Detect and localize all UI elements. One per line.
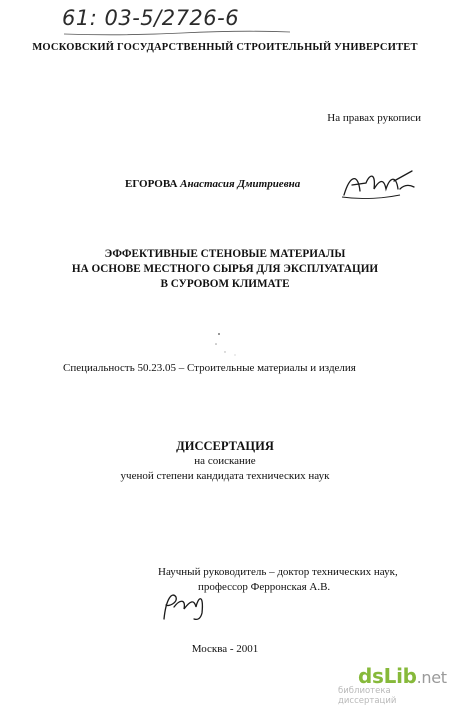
watermark-logo (358, 664, 450, 688)
rights-note: На правах рукописи (327, 112, 421, 124)
author-name (125, 178, 300, 190)
archive-number-underline (62, 6, 292, 42)
dissertation-title (0, 247, 450, 292)
dissertation-for: на соискание (194, 455, 256, 467)
watermark-subtitle: библиотека диссертаций (338, 686, 397, 706)
title-line-1: ЭФФЕКТИВНЫЕ СТЕНОВЫЕ МАТЕРИАЛЫ (104, 248, 346, 260)
dissertation-degree: ученой степени кандидата технических наук (120, 470, 330, 482)
archive-number (62, 6, 292, 40)
title-line-3: В СУРОВОМ КЛИМАТЕ (160, 278, 290, 290)
scan-specks (213, 330, 243, 360)
specialty: Специальность 50.23.05 – Строительные материалы и изделия (63, 362, 356, 374)
university-name: МОСКОВСКИЙ ГОСУДАРСТВЕННЫЙ СТРОИТЕЛЬНЫЙ УНИВЕРСИТЕТ (32, 42, 418, 53)
city-year: Москва - 2001 (191, 643, 259, 655)
supervisor-line-2: профессор Ферронская А.В. (198, 581, 331, 593)
dissertation-block (0, 439, 450, 484)
watermark-logo-main: dsLib (358, 664, 417, 688)
author-signature (340, 165, 420, 205)
author-surname: ЕГОРОВА (125, 178, 178, 190)
author-given-names: Анастасия Дмитриевна (180, 178, 301, 190)
dissertation-type: ДИССЕРТАЦИЯ (176, 439, 274, 453)
watermark-logo-tld: .net (416, 668, 447, 687)
supervisor-signature (158, 585, 218, 625)
supervisor-line-1: Научный руководитель – доктор технических наук, (158, 566, 398, 578)
watermark (338, 664, 450, 706)
archive-number-text: 61: 03-5/2726-6 (62, 6, 240, 30)
title-line-2: НА ОСНОВЕ МЕСТНОГО СЫРЬЯ ДЛЯ ЭКСПЛУАТАЦИИ (71, 263, 379, 275)
